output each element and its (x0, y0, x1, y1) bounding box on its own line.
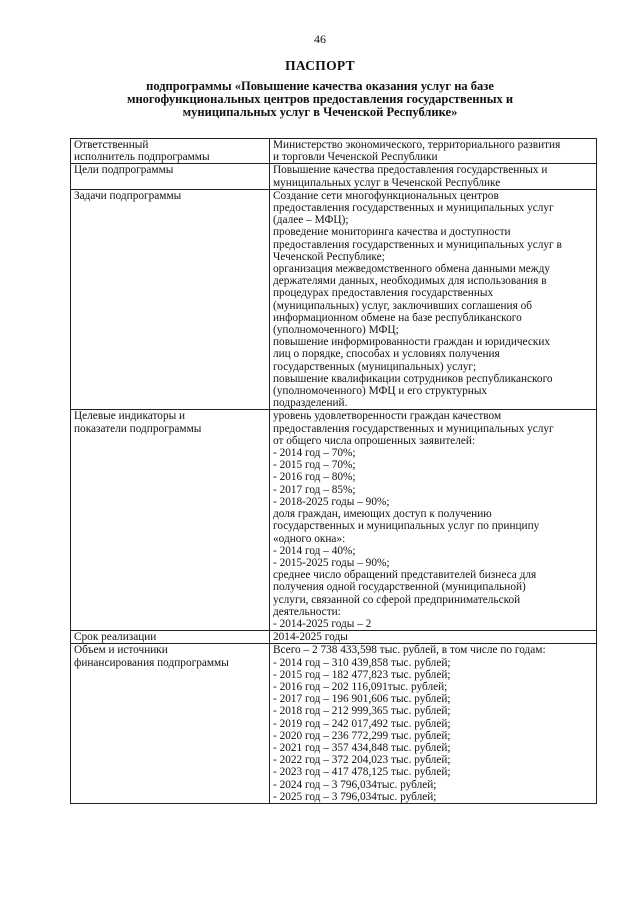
row-label-line: финансирования подпрограммы (74, 656, 229, 669)
row-value-line: - 2018-2025 годы – 90%; (273, 495, 390, 508)
row-label-cell (71, 644, 270, 804)
row-value-line: проведение мониторинга качества и доступности (273, 226, 511, 239)
row-label-line: Срок реализации (74, 631, 157, 644)
row-value-cell (270, 164, 597, 189)
row-value-cell (270, 139, 597, 164)
passport-row (71, 631, 597, 644)
document-title: ПАСПОРТ (285, 58, 355, 73)
row-value-cell (270, 189, 597, 410)
document-subtitle: подпрограммы «Повышение качества оказания услуг на базе многофункциональных центров предоставления государственных и муниципальных услуг в Чеченской Республике» (126, 79, 514, 119)
row-value-line: - 2018 год – 212 999,365 тыс. рублей; (273, 705, 451, 718)
row-label-line: Целевые индикаторы и (74, 410, 186, 423)
row-value-line: (далее – МФЦ); (273, 214, 349, 227)
passport-row (71, 139, 597, 164)
passport-row (71, 164, 597, 189)
row-value-line: - 2016 год – 202 116,091тыс. рублей; (273, 680, 448, 693)
passport-row (71, 189, 597, 410)
row-label-line: показатели подпрограммы (74, 422, 202, 435)
page-number: 46 (314, 32, 326, 46)
row-value-line: Повышение качества предоставления государственных и (273, 164, 548, 177)
row-value-line: - 2015-2025 годы – 90%; (273, 556, 390, 569)
passport-row (71, 410, 597, 631)
row-value-line: предоставления государственных и муниципальных услуг в (273, 238, 562, 251)
row-label-cell (71, 631, 270, 644)
row-value-line: - 2017 год – 196 901,606 тыс. рублей; (273, 693, 451, 706)
row-value-cell (270, 631, 597, 644)
row-value-cell (270, 410, 597, 631)
row-label-cell (71, 164, 270, 189)
passport-table (70, 138, 597, 804)
row-value-line: (уполномоченного) МФЦ и его структурных (273, 385, 488, 398)
row-label-line: Объем и источники (74, 644, 168, 657)
row-value-line: Чеченской Республике; (273, 250, 385, 263)
row-value-line: - 2020 год – 236 772,299 тыс. рублей; (273, 729, 451, 742)
row-value-line: - 2016 год – 80%; (273, 471, 356, 484)
row-label-cell (71, 410, 270, 631)
row-value-line: - 2025 год – 3 796,034тыс. рублей; (273, 790, 437, 803)
row-value-line: Всего – 2 738 433,598 тыс. рублей, в том числе по годам: (273, 644, 546, 657)
row-value-line: предоставления государственных и муниципальных услуг (273, 422, 554, 435)
row-label-line: Ответственный (74, 139, 149, 151)
passport-table-body (71, 139, 597, 804)
row-label-line: исполнитель подпрограммы (74, 151, 210, 164)
row-value-line: предоставления государственных и муниципальных услуг (273, 202, 554, 215)
row-value-line: - 2019 год – 242 017,492 тыс. рублей; (273, 717, 451, 730)
row-value-line: государственных и муниципальных услуг по принципу (273, 520, 540, 533)
row-value-line: услуги, связанной со сферой предпринимательской (273, 593, 521, 606)
row-value-line: Министерство экономического, территориального развития (273, 139, 561, 151)
row-value-line: государственных (муниципальных) услуг; (273, 360, 477, 373)
row-value-line: уровень удовлетворенности граждан качеством (273, 410, 502, 423)
row-label-line: Задачи подпрограммы (74, 189, 182, 202)
row-value-line: - 2014 год – 70%; (273, 447, 356, 460)
row-value-line: среднее число обращений представителей бизнеса для (273, 569, 537, 582)
row-value-line: - 2014 год – 40%; (273, 544, 356, 557)
row-value-line: - 2015 год – 70%; (273, 459, 356, 472)
row-value-line: - 2017 год – 85%; (273, 483, 356, 496)
row-value-line: 2014-2025 годы (273, 631, 348, 644)
row-label-cell (71, 139, 270, 164)
row-value-line: держателями данных, необходимых для использования в (273, 275, 547, 288)
row-value-line: доля граждан, имеющих доступ к получению (273, 508, 492, 521)
row-value-line: (уполномоченного) МФЦ; (273, 324, 399, 337)
row-value-line: информационном обмене на базе республиканского (273, 311, 522, 324)
row-value-line: - 2021 год – 357 434,848 тыс. рублей; (273, 741, 451, 754)
row-value-line: организация межведомственного обмена данными между (273, 263, 551, 276)
row-value-line: (муниципальных) услуг, заключивших соглашения об (273, 299, 533, 312)
passport-row (71, 644, 597, 804)
row-value-line: - 2014 год – 310 439,858 тыс. рублей; (273, 656, 451, 669)
row-value-line: повышение информированности граждан и юридических (273, 336, 551, 349)
row-value-line: подразделений. (273, 397, 348, 410)
row-label-line: Цели подпрограммы (74, 164, 174, 177)
row-value-line: - 2022 год – 372 204,023 тыс. рублей; (273, 754, 451, 767)
row-value-line: - 2014-2025 годы – 2 (273, 617, 372, 630)
row-value-line: - 2023 год – 417 478,125 тыс. рублей; (273, 766, 451, 779)
row-value-line: лиц о порядке, способах и условиях получения (273, 348, 500, 361)
row-value-line: процедурах предоставления государственных (273, 287, 494, 300)
row-value-line: от общего числа опрошенных заявителей: (273, 434, 476, 447)
row-value-line: - 2015 год – 182 477,823 тыс. рублей; (273, 668, 451, 681)
row-value-line: получения одной государственной (муниципальной) (273, 581, 526, 594)
row-value-line: «одного окна»: (273, 532, 346, 545)
row-value-line: Создание сети многофункциональных центров (273, 189, 499, 202)
row-value-line: муниципальных услуг в Чеченской Республике (273, 176, 501, 189)
row-value-line: деятельности: (273, 605, 341, 618)
row-value-line: - 2024 год – 3 796,034тыс. рублей; (273, 778, 437, 791)
row-label-cell (71, 189, 270, 410)
row-value-line: и торговли Чеченской Республики (273, 151, 438, 164)
row-value-cell (270, 644, 597, 804)
row-value-line: повышение квалификации сотрудников республиканского (273, 372, 553, 385)
